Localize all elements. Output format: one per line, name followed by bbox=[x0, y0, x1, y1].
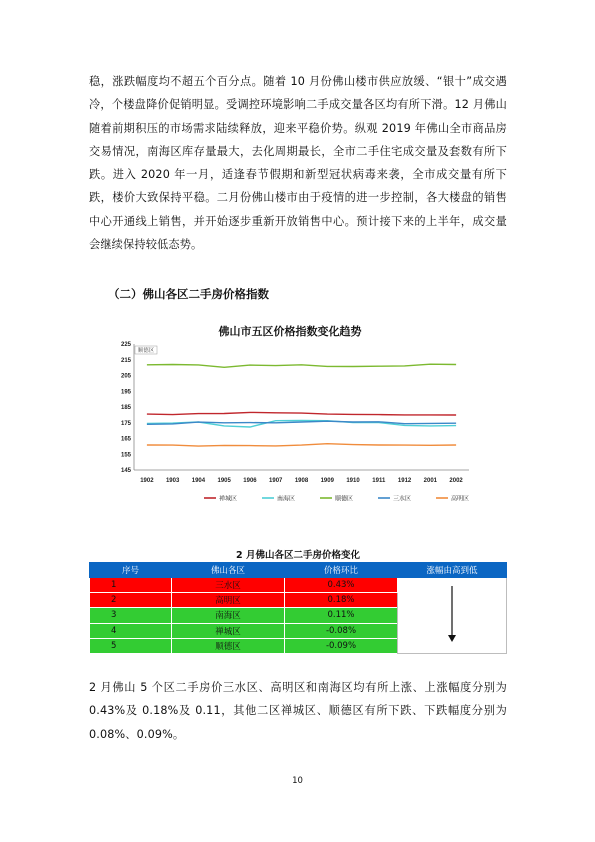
header-change: 价格环比 bbox=[285, 563, 398, 578]
x-tick-label: 1909 bbox=[320, 478, 334, 484]
row-change: 0.43% bbox=[285, 578, 398, 593]
legend-entry: 顺德区 bbox=[335, 495, 354, 503]
row-district: 南海区 bbox=[172, 608, 285, 623]
x-tick-label: 1903 bbox=[165, 478, 180, 484]
table-header-row bbox=[90, 563, 507, 578]
x-tick-label: 1906 bbox=[243, 478, 257, 484]
x-tick-label: 1905 bbox=[217, 478, 231, 484]
x-tick-label: 1907 bbox=[269, 478, 283, 484]
x-tick-label: 2002 bbox=[449, 478, 463, 484]
row-seq: 2 bbox=[90, 593, 172, 608]
row-seq: 5 bbox=[90, 638, 172, 653]
row-district: 顺德区 bbox=[172, 638, 285, 653]
down-arrow-icon bbox=[398, 578, 506, 650]
row-change: 0.11% bbox=[285, 608, 398, 623]
chart-legend bbox=[204, 494, 469, 502]
series-line bbox=[147, 364, 456, 367]
x-tick-label: 1912 bbox=[397, 478, 412, 484]
table-title: 2 月佛山各区二手房价格变化 bbox=[236, 550, 360, 561]
legend-entry: 南海区 bbox=[277, 495, 296, 503]
district-price-change-table bbox=[89, 562, 507, 654]
legend-entry: 高明区 bbox=[451, 495, 470, 503]
row-district: 高明区 bbox=[172, 593, 285, 608]
y-tick-label: 215 bbox=[120, 357, 131, 364]
y-tick-label: 205 bbox=[120, 373, 131, 380]
row-seq: 3 bbox=[90, 608, 172, 623]
header-district: 佛山各区 bbox=[172, 563, 285, 578]
row-seq: 4 bbox=[90, 623, 172, 638]
y-tick-label: 175 bbox=[120, 420, 131, 427]
legend-entry: 三水区 bbox=[393, 495, 412, 503]
y-tick-label: 155 bbox=[120, 452, 131, 459]
x-axis bbox=[134, 470, 469, 484]
legend-entry: 禅城区 bbox=[219, 495, 238, 503]
table-row bbox=[90, 578, 507, 593]
x-tick-label: 1911 bbox=[372, 478, 386, 484]
y-tick-label: 195 bbox=[120, 389, 131, 396]
x-tick-label: 1904 bbox=[191, 478, 206, 484]
price-index-line-chart bbox=[112, 316, 492, 516]
y-axis bbox=[121, 342, 134, 474]
y-tick-label: 165 bbox=[120, 436, 131, 443]
hover-series-label bbox=[135, 346, 157, 354]
row-district: 禅城区 bbox=[172, 623, 285, 638]
header-seq: 序号 bbox=[90, 563, 172, 578]
row-change: -0.09% bbox=[285, 638, 398, 653]
hover-label-text: 顺德区 bbox=[137, 348, 155, 355]
series-lines bbox=[147, 364, 456, 446]
row-district: 三水区 bbox=[172, 578, 285, 593]
series-line bbox=[147, 444, 456, 446]
y-tick-label: 145 bbox=[120, 468, 131, 475]
y-tick-label: 185 bbox=[120, 405, 131, 412]
body-paragraph-top: 稳，涨跌幅度均不超五个百分点。随着 10 月份佛山楼市供应放缓、“银十”成交遇冷，个楼盘降价促销明显。受调控环境影响二手成交量各区均有所下滑。12 月佛山随着前期积压的市场需求陆续释放，迎来平稳价势。纵观 2019 年佛山全市商品房交易情况，南海区库存量最大，去化周期最长，全市二手住宅成交量及套数有所下跌。进入 2020 年一月，适逢春节假期和新型冠状病毒来袭，全市成交量有所下跌，楼价大致保持平稳。二月份佛山楼市由于疫情的进一步控制，各大楼盘的销售中心开通线上销售，并开始逐步重新开放销售中心。预计接下来的上半年，成交量会继续保持较低态势。 bbox=[89, 75, 507, 252]
x-tick-label: 2001 bbox=[423, 478, 438, 484]
x-tick-label: 1908 bbox=[294, 478, 309, 484]
x-tick-label: 1902 bbox=[140, 478, 154, 484]
chart-title: 佛山市五区价格指数变化趋势 bbox=[218, 325, 362, 338]
ranking-arrow-cell bbox=[398, 578, 507, 654]
row-change: 0.18% bbox=[285, 593, 398, 608]
page-number: 10 bbox=[292, 776, 303, 786]
section-heading: （二）佛山各区二手房价格指数 bbox=[108, 287, 269, 301]
header-ranking: 涨幅由高到低 bbox=[398, 563, 507, 578]
row-change: -0.08% bbox=[285, 623, 398, 638]
row-seq: 1 bbox=[90, 578, 172, 593]
body-paragraph-bottom: 2 月佛山 5 个区二手房价三水区、高明区和南海区均有所上涨、上涨幅度分别为 0.43%及 0.18%及 0.11，其他二区禅城区、顺德区有所下跌、下跌幅度分别为 0.08%、0.09%。 bbox=[89, 681, 507, 741]
y-tick-label: 225 bbox=[120, 342, 131, 349]
series-line bbox=[147, 412, 456, 415]
x-tick-label: 1910 bbox=[346, 478, 360, 484]
